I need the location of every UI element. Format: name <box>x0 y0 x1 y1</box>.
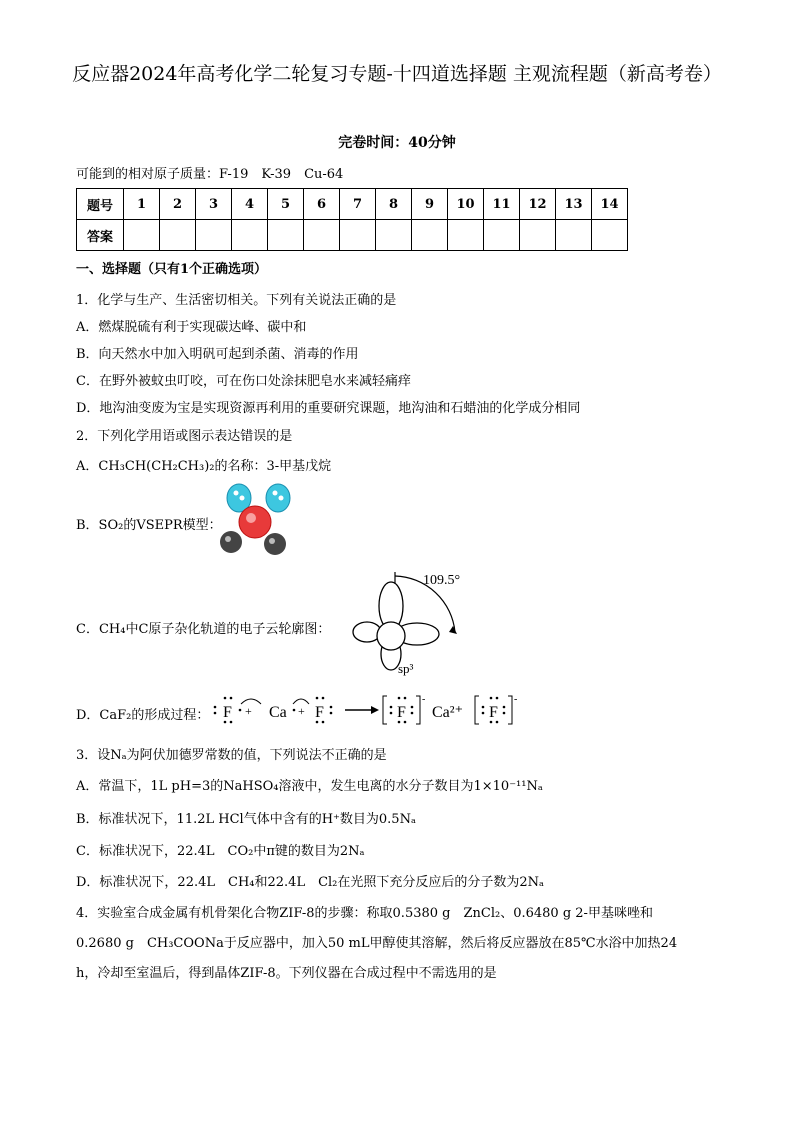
q2-stem: 2．下列化学用语或图示表达错误的是 <box>76 429 293 444</box>
calcium-symbol: Ca <box>269 704 287 721</box>
row-label-answer: 答案 <box>77 220 124 251</box>
question-number-cell: 9 <box>412 189 448 220</box>
q1-option-d: D．地沟油变废为宝是实现资源再利用的重要研究课题，地沟油和石蜡油的化学成分相同 <box>76 401 581 416</box>
answer-cell[interactable] <box>268 220 304 251</box>
answer-cell[interactable] <box>340 220 376 251</box>
question-number-cell: 7 <box>340 189 376 220</box>
q2-option-a <box>76 455 331 474</box>
q1-option-c: C．在野外被蚊虫叮咬，可在伤口处涂抹肥皂水来减轻痛痒 <box>76 374 411 389</box>
question-number-cell: 5 <box>268 189 304 220</box>
q2-a-formula: CH₃CH(CH₂CH₃)₂ <box>98 459 215 474</box>
answer-cell[interactable] <box>160 220 196 251</box>
q1-stem: 1．化学与生产、生活密切相关。下列有关说法正确的是 <box>76 293 397 308</box>
oxygen-atom-left <box>220 531 242 553</box>
question-number-cell: 13 <box>556 189 592 220</box>
oxygen-atom-right <box>264 533 286 555</box>
answer-cell[interactable] <box>124 220 160 251</box>
q2-option-c: C．CH₄中C原子杂化轨道的电子云轮廓图： <box>76 622 331 637</box>
q4-line-1: 4．实验室合成金属有机骨架化合物ZIF-8的步骤：称取0.5380 g ZnCl₂、0.6480 g 2-甲基咪唑和 <box>76 906 653 921</box>
lone-pair-lobe-right <box>266 484 290 512</box>
q2-option-b: B．SO₂的VSEPR模型： <box>76 518 222 533</box>
answer-cell[interactable] <box>304 220 340 251</box>
bond-angle-label: 109.5° <box>423 573 461 588</box>
svg-text:-: - <box>422 694 426 705</box>
hybrid-label: sp³ <box>398 661 414 676</box>
answer-table-answer-row <box>77 220 628 251</box>
sp3-orbital-figure <box>343 566 473 678</box>
answer-cell[interactable] <box>556 220 592 251</box>
svg-text:+: + <box>298 704 305 718</box>
question-number-cell: 2 <box>160 189 196 220</box>
question-number-cell: 6 <box>304 189 340 220</box>
fluorine-symbol-left: F <box>223 704 232 721</box>
section-heading: 一、选择题（只有1个正确选项） <box>76 262 268 277</box>
answer-cell[interactable] <box>376 220 412 251</box>
answer-cell[interactable] <box>232 220 268 251</box>
answer-cell[interactable] <box>520 220 556 251</box>
question-number-cell: 8 <box>376 189 412 220</box>
q3-stem: 3．设Nₐ为阿伏加德罗常数的值，下列说法不正确的是 <box>76 748 387 763</box>
q1-option-b: B．向天然水中加入明矾可起到杀菌、消毒的作用 <box>76 347 359 362</box>
q3-option-a: A．常温下，1L pH=3的NaHSO₄溶液中，发生电离的水分子数目为1×10⁻¹¹Nₐ <box>76 779 543 794</box>
question-number-cell: 14 <box>592 189 628 220</box>
q2-a-suffix: 的名称：3-甲基戊烷 <box>214 459 332 474</box>
question-number-cell: 11 <box>484 189 520 220</box>
question-number-cell: 3 <box>196 189 232 220</box>
answer-cell[interactable] <box>484 220 520 251</box>
atomic-masses: 可能到的相对原子质量：F-19 K-39 Cu-64 <box>76 167 344 182</box>
answer-cell[interactable] <box>592 220 628 251</box>
q3-option-b: B．标准状况下，11.2L HCl气体中含有的H⁺数目为0.5Nₐ <box>76 812 416 827</box>
svg-text:+: + <box>245 704 252 718</box>
q1-option-a: A．燃煤脱硫有利于实现碳达峰、碳中和 <box>76 320 307 335</box>
answer-cell[interactable] <box>412 220 448 251</box>
answer-cell[interactable] <box>196 220 232 251</box>
q2-a-prefix: A． <box>76 459 99 474</box>
question-number-cell: 1 <box>124 189 160 220</box>
exam-time: 完卷时间：40分钟 <box>338 135 456 151</box>
q4-line-2: 0.2680 g CH₃COONa于反应器中，加入50 mL甲醇使其溶解，然后将反应器放在85℃水浴中加热24 <box>76 936 678 951</box>
q3-option-d: D．标准状况下，22.4L CH₄和22.4L Cl₂在光照下充分反应后的分子数为2Nₐ <box>76 875 545 890</box>
question-number-cell: 4 <box>232 189 268 220</box>
fluoride-ion-left: F <box>397 704 406 721</box>
vsepr-model-figure <box>215 480 295 558</box>
fluoride-ion-right: F <box>489 704 498 721</box>
question-number-cell: 10 <box>448 189 484 220</box>
answer-table <box>76 188 628 251</box>
answer-table-header-row <box>77 189 628 220</box>
q2-option-d: D．CaF₂的形成过程： <box>76 708 210 723</box>
answer-cell[interactable] <box>448 220 484 251</box>
svg-text:-: - <box>514 694 518 705</box>
q3-option-c: C．标准状况下，22.4L CO₂中π键的数目为2Nₐ <box>76 844 365 859</box>
sulfur-atom <box>239 506 271 538</box>
question-number-cell: 12 <box>520 189 556 220</box>
document-title: 反应器2024年高考化学二轮复习专题-十四道选择题 主观流程题（新高考卷） <box>72 63 722 85</box>
fluorine-symbol-right: F <box>315 704 324 721</box>
caf2-formation-diagram <box>205 690 535 730</box>
calcium-ion: Ca²⁺ <box>432 704 464 721</box>
q4-line-3: h，冷却至室温后，得到晶体ZIF-8。下列仪器在合成过程中不需选用的是 <box>76 966 497 981</box>
row-label-number: 题号 <box>77 189 124 220</box>
